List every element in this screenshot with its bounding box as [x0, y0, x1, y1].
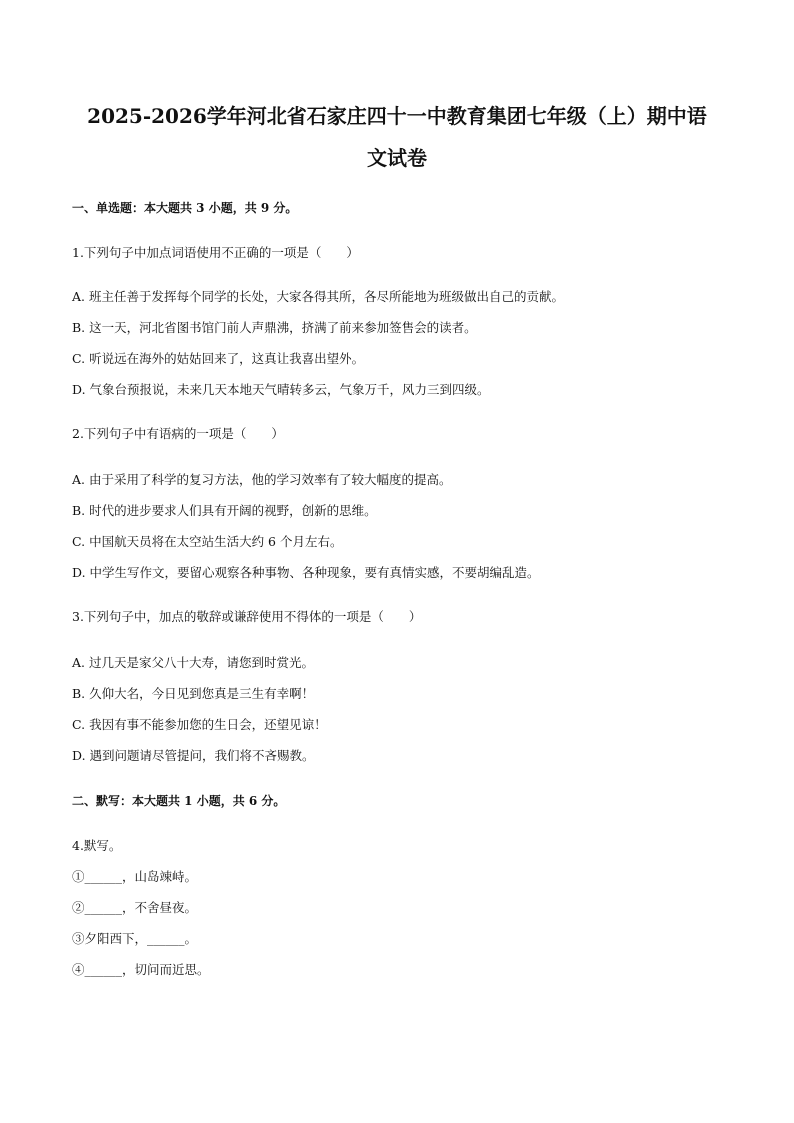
question-3-option-d: D. 遇到问题请尽管提问，我们将不吝赐教。: [72, 748, 315, 763]
question-3-stem: 3.下列句子中，加点的敬辞或谦辞使用不得体的一项是（ ）: [72, 609, 422, 624]
question-4-item-4: ④______，切问而近思。: [72, 962, 210, 977]
question-2-option-d: D. 中学生写作文，要留心观察各种事物、各种现象，要有真情实感，不要胡编乱造。: [72, 565, 540, 580]
question-1-option-b: B. 这一天，河北省图书馆门前人声鼎沸，挤满了前来参加签售会的读者。: [72, 320, 477, 335]
question-3-option-c: C. 我因有事不能参加您的生日会，还望见谅！: [72, 717, 327, 732]
question-4-item-3: ③夕阳西下，______。: [72, 931, 198, 946]
question-3-option-a: A. 过几天是家父八十大寿，请您到时赏光。: [72, 655, 314, 670]
exam-title-line-2: 文试卷: [367, 146, 427, 170]
exam-title-line-1: 2025-2026学年河北省石家庄四十一中教育集团七年级（上）期中语: [87, 104, 707, 128]
question-4-item-2: ②______，不舍昼夜。: [72, 900, 198, 915]
question-1-option-a: A. 班主任善于发挥每个同学的长处，大家各得其所，各尽所能地为班级做出自己的贡献。: [72, 289, 564, 304]
question-4-stem: 4.默写。: [72, 838, 122, 853]
question-2-option-a: A. 由于采用了科学的复习方法，他的学习效率有了较大幅度的提高。: [72, 472, 452, 487]
question-2-stem: 2.下列句子中有语病的一项是（ ）: [72, 426, 284, 441]
question-2-option-c: C. 中国航天员将在太空站生活大约 6 个月左右。: [72, 534, 343, 549]
section-heading-dictation: 二、默写：本大题共 1 小题，共 6 分。: [72, 794, 286, 808]
question-1-option-d: D. 气象台预报说，未来几天本地天气晴转多云，气象万千，风力三到四级。: [72, 382, 490, 397]
question-4-item-1: ①______，山岛竦峙。: [72, 869, 198, 884]
section-heading-single-choice: 一、单选题：本大题共 3 小题，共 9 分。: [72, 201, 298, 215]
question-2-option-b: B. 时代的进步要求人们具有开阔的视野，创新的思维。: [72, 503, 377, 518]
question-3-option-b: B. 久仰大名，今日见到您真是三生有幸啊！: [72, 686, 315, 701]
question-1-stem: 1.下列句子中加点词语使用不正确的一项是（ ）: [72, 245, 359, 260]
question-1-option-c: C. 听说远在海外的姑姑回来了，这真让我喜出望外。: [72, 351, 365, 366]
